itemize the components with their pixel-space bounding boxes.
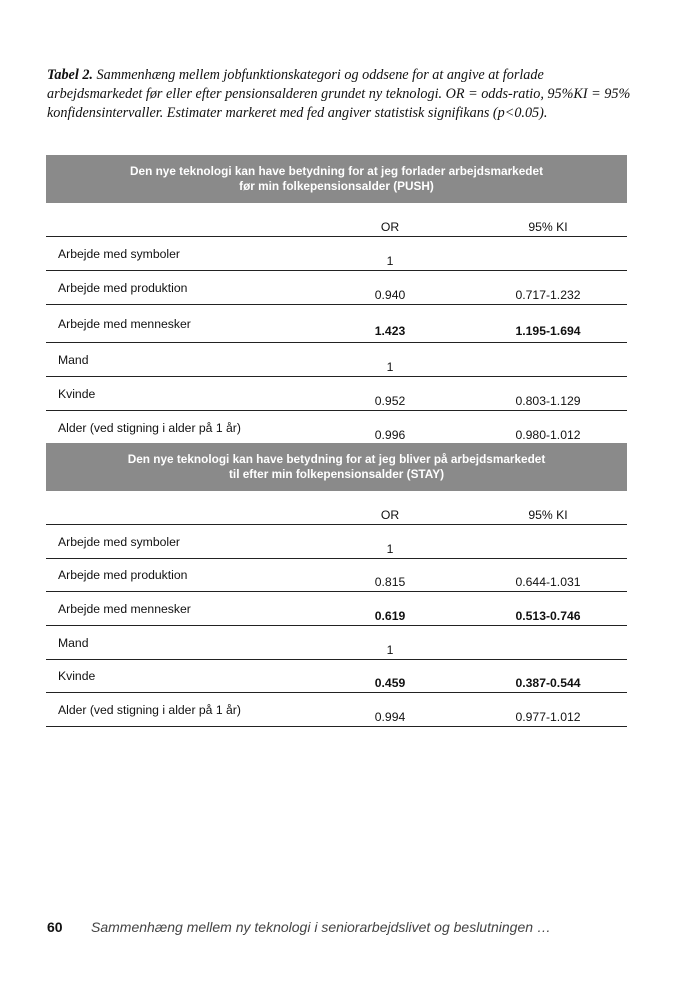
row-ki: 0.717-1.232 [515, 287, 581, 302]
stay-col-ki: 95% KI [528, 507, 568, 522]
row-or: 0.996 [374, 428, 406, 442]
table-row [46, 411, 627, 445]
table-row [46, 626, 627, 660]
table-row [46, 559, 627, 592]
stay-header-line1: Den nye teknologi kan have betydning for at jeg bliver på arbejdsmarkedet [127, 452, 546, 466]
stay-col-or: OR [380, 507, 400, 522]
caption-label: Tabel 2. [47, 67, 93, 83]
row-ki: 0.980-1.012 [515, 428, 581, 442]
row-or: 1.423 [374, 323, 406, 338]
row-ki: 1.195-1.694 [515, 323, 581, 338]
row-label: Alder (ved stigning i alder på 1 år) [58, 421, 241, 435]
row-or: 1 [386, 642, 394, 657]
table-row [46, 525, 627, 559]
row-label: Alder (ved stigning i alder på 1 år) [58, 702, 241, 717]
table-row [46, 305, 627, 343]
push-table [46, 155, 627, 445]
caption-text: Sammenhæng mellem jobfunktionskategori og oddsene for at angive at forlade arbejdsmarkedet før eller efter pensionsalderen grundet ny teknologi. OR = odds-ratio, 95%KI = 95% konfidensintervaller. Estimater markeret med fed angiver statistisk signifikans (p<0.05). [47, 67, 631, 121]
row-label: Arbejde med mennesker [58, 316, 191, 331]
row-label: Arbejde med symboler [58, 246, 180, 261]
row-or: 0.815 [374, 575, 406, 589]
row-ki: 0.513-0.746 [515, 608, 581, 623]
row-ki: 0.644-1.031 [515, 575, 581, 589]
row-label: Kvinde [58, 669, 96, 683]
row-or: 1 [386, 253, 394, 268]
row-or: 0.952 [374, 393, 406, 408]
stay-table [46, 443, 627, 727]
table-row [46, 271, 627, 305]
row-label: Mand [58, 635, 89, 650]
page-number: 60 [47, 919, 63, 935]
row-or: 0.459 [374, 676, 406, 690]
table-row [46, 592, 627, 626]
row-ki: 0.977-1.012 [515, 709, 581, 724]
push-header [46, 155, 627, 203]
row-or: 0.940 [374, 287, 406, 302]
table-row [46, 693, 627, 727]
push-header-line2: før min folkepensionsalder (PUSH) [239, 179, 434, 193]
push-header-line1: Den nye teknologi kan have betydning for at jeg forlader arbejdsmarkedet [130, 164, 543, 178]
row-ki: 0.387-0.544 [515, 676, 581, 690]
row-or: 1 [386, 541, 394, 556]
stay-header [46, 443, 627, 491]
row-label: Mand [58, 352, 89, 367]
row-ki: 0.803-1.129 [515, 393, 581, 408]
table-caption [47, 66, 642, 123]
table-row [46, 660, 627, 693]
table-row [46, 237, 627, 271]
push-col-ki: 95% KI [528, 219, 568, 234]
row-label: Arbejde med produktion [58, 568, 188, 582]
row-label: Arbejde med produktion [58, 280, 188, 295]
row-or: 0.619 [374, 608, 406, 623]
row-or: 1 [386, 359, 394, 374]
row-label: Arbejde med mennesker [58, 601, 191, 616]
stay-header-line2: til efter min folkepensionsalder (STAY) [228, 467, 444, 481]
row-label: Kvinde [58, 386, 96, 401]
table-row [46, 377, 627, 411]
row-label: Arbejde med symboler [58, 534, 180, 549]
push-column-headers [46, 203, 627, 237]
push-col-or: OR [380, 219, 400, 234]
row-or: 0.994 [374, 709, 406, 724]
running-title: Sammenhæng mellem ny teknologi i seniorarbejdslivet og beslutningen … [91, 919, 551, 935]
stay-column-headers [46, 491, 627, 525]
table-row [46, 343, 627, 377]
